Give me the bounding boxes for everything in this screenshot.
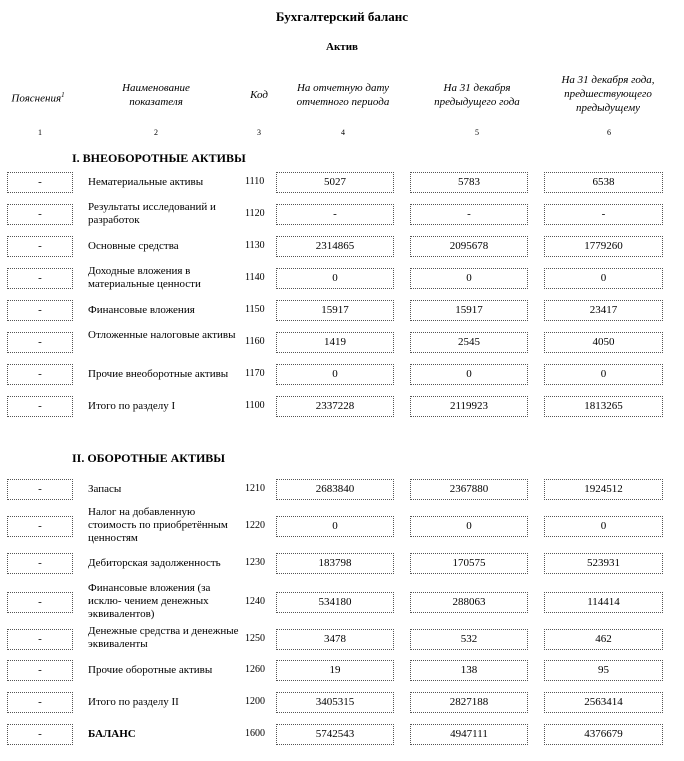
- document-title: Бухгалтерский баланс: [275, 9, 409, 24]
- value-reporting-date[interactable]: 1419: [276, 332, 394, 353]
- header-prev-year: На 31 декабря предыдущего года: [434, 82, 520, 108]
- value-prev-prev-year[interactable]: 1813265: [544, 396, 663, 417]
- section-title: II. ОБОРОТНЫЕ АКТИВЫ: [72, 451, 226, 465]
- value-reporting-date[interactable]: 3478: [276, 629, 394, 650]
- notes-cell[interactable]: -: [7, 692, 73, 713]
- value-prev-prev-year[interactable]: 23417: [544, 300, 663, 321]
- indicator-code: 1120: [245, 208, 265, 219]
- indicator-name: Основные средства: [88, 240, 179, 252]
- value-prev-prev-year[interactable]: 462: [544, 629, 663, 650]
- header-notes-label: Пояснения: [11, 92, 62, 105]
- indicator-name: Отложенные налоговые активы: [88, 329, 236, 341]
- notes-cell[interactable]: -: [7, 204, 73, 225]
- value-prev-prev-year[interactable]: 0: [544, 516, 663, 537]
- indicator-code: 1200: [245, 696, 265, 707]
- indicator-name: Финансовые вложения (за исклю- чением денежных эквивалентов): [88, 582, 211, 620]
- indicator-code: 1220: [245, 520, 265, 531]
- column-number-3: 3: [257, 128, 261, 137]
- value-reporting-date[interactable]: 0: [276, 268, 394, 289]
- value-prev-year[interactable]: 0: [410, 268, 528, 289]
- value-reporting-date[interactable]: 534180: [276, 592, 394, 613]
- value-reporting-date[interactable]: 5027: [276, 172, 394, 193]
- column-number-1: 1: [38, 128, 42, 137]
- indicator-name: Прочие внеоборотные активы: [88, 368, 229, 380]
- value-prev-year[interactable]: 0: [410, 364, 528, 385]
- notes-cell[interactable]: -: [7, 236, 73, 257]
- value-prev-prev-year[interactable]: 4376679: [544, 724, 663, 745]
- value-prev-prev-year[interactable]: 523931: [544, 553, 663, 574]
- value-prev-year[interactable]: 2119923: [410, 396, 528, 417]
- notes-cell[interactable]: -: [7, 268, 73, 289]
- header-notes-footnote: 1: [61, 91, 65, 99]
- value-reporting-date[interactable]: 3405315: [276, 692, 394, 713]
- value-prev-year[interactable]: 138: [410, 660, 528, 681]
- indicator-code: 1240: [245, 596, 265, 607]
- notes-cell[interactable]: -: [7, 724, 73, 745]
- value-reporting-date[interactable]: 0: [276, 364, 394, 385]
- value-reporting-date[interactable]: 183798: [276, 553, 394, 574]
- indicator-code: 1130: [245, 240, 265, 251]
- header-reporting-date: На отчетную дату отчетного периода: [296, 82, 390, 108]
- value-prev-year[interactable]: 0: [410, 516, 528, 537]
- value-prev-year[interactable]: 288063: [410, 592, 528, 613]
- indicator-code: 1110: [245, 176, 265, 187]
- indicator-name: Итого по разделу I: [88, 400, 176, 412]
- indicator-code: 1260: [245, 664, 265, 675]
- notes-cell[interactable]: -: [7, 396, 73, 417]
- column-number-4: 4: [341, 128, 345, 137]
- indicator-name: Запасы: [88, 483, 122, 495]
- value-prev-year[interactable]: 4947111: [410, 724, 528, 745]
- value-prev-year[interactable]: 2095678: [410, 236, 528, 257]
- value-prev-prev-year[interactable]: 1924512: [544, 479, 663, 500]
- indicator-code: 1600: [245, 728, 265, 739]
- notes-cell[interactable]: -: [7, 364, 73, 385]
- indicator-name: Итого по разделу II: [88, 696, 179, 708]
- indicator-code: 1100: [245, 400, 265, 411]
- indicator-name: Доходные вложения в материальные ценности: [88, 265, 201, 290]
- value-prev-year[interactable]: -: [410, 204, 528, 225]
- indicator-code: 1170: [245, 368, 265, 379]
- indicator-name: Финансовые вложения: [88, 304, 195, 316]
- value-prev-prev-year[interactable]: -: [544, 204, 663, 225]
- indicator-name: БАЛАНС: [88, 728, 136, 740]
- column-number-5: 5: [475, 128, 479, 137]
- indicator-code: 1150: [245, 304, 265, 315]
- notes-cell[interactable]: -: [7, 629, 73, 650]
- header-prev-prev-year: На 31 декабря года, предшествующего предыдущему: [561, 74, 655, 114]
- indicator-name: Денежные средства и денежные эквиваленты: [88, 625, 239, 650]
- value-prev-year[interactable]: 170575: [410, 553, 528, 574]
- value-reporting-date[interactable]: 2314865: [276, 236, 394, 257]
- indicator-name: Дебиторская задолженность: [88, 557, 221, 569]
- indicator-code: 1230: [245, 557, 265, 568]
- document-subtitle: Актив: [326, 41, 358, 53]
- value-reporting-date[interactable]: 0: [276, 516, 394, 537]
- notes-cell[interactable]: -: [7, 553, 73, 574]
- notes-cell[interactable]: -: [7, 660, 73, 681]
- value-prev-year[interactable]: 532: [410, 629, 528, 650]
- header-notes: [4, 88, 72, 106]
- indicator-name: Нематериальные активы: [88, 176, 204, 188]
- value-prev-prev-year[interactable]: 1779260: [544, 236, 663, 257]
- notes-cell[interactable]: -: [7, 592, 73, 613]
- indicator-code: 1250: [245, 633, 265, 644]
- indicator-name: Прочие оборотные активы: [88, 664, 213, 676]
- value-prev-prev-year[interactable]: 0: [544, 364, 663, 385]
- header-code: Код: [250, 89, 268, 101]
- value-reporting-date[interactable]: 15917: [276, 300, 394, 321]
- indicator-code: 1210: [245, 483, 265, 494]
- value-prev-prev-year[interactable]: 0: [544, 268, 663, 289]
- value-prev-year[interactable]: 2545: [410, 332, 528, 353]
- notes-cell[interactable]: -: [7, 332, 73, 353]
- value-reporting-date[interactable]: 19: [276, 660, 394, 681]
- notes-cell[interactable]: -: [7, 516, 73, 537]
- value-reporting-date[interactable]: -: [276, 204, 394, 225]
- value-prev-prev-year[interactable]: 6538: [544, 172, 663, 193]
- value-prev-prev-year[interactable]: 4050: [544, 332, 663, 353]
- column-number-6: 6: [607, 128, 611, 137]
- notes-cell[interactable]: -: [7, 479, 73, 500]
- section-title: I. ВНЕОБОРОТНЫЕ АКТИВЫ: [72, 151, 246, 165]
- indicator-name: Результаты исследований и разработок: [88, 201, 216, 226]
- value-prev-year[interactable]: 2827188: [410, 692, 528, 713]
- indicator-code: 1140: [245, 272, 265, 283]
- value-reporting-date[interactable]: 2683840: [276, 479, 394, 500]
- indicator-name: Налог на добавленную стоимость по приобретённым ценностям: [88, 506, 228, 544]
- notes-cell[interactable]: -: [7, 172, 73, 193]
- indicator-code: 1160: [245, 336, 265, 347]
- value-prev-prev-year[interactable]: 95: [544, 660, 663, 681]
- header-indicator-name: Наименование показателя: [122, 82, 190, 108]
- notes-cell[interactable]: -: [7, 300, 73, 321]
- value-reporting-date[interactable]: 2337228: [276, 396, 394, 417]
- column-number-2: 2: [154, 128, 158, 137]
- value-prev-prev-year[interactable]: 114414: [544, 592, 663, 613]
- value-prev-year[interactable]: 2367880: [410, 479, 528, 500]
- value-reporting-date[interactable]: 5742543: [276, 724, 394, 745]
- value-prev-prev-year[interactable]: 2563414: [544, 692, 663, 713]
- value-prev-year[interactable]: 15917: [410, 300, 528, 321]
- value-prev-year[interactable]: 5783: [410, 172, 528, 193]
